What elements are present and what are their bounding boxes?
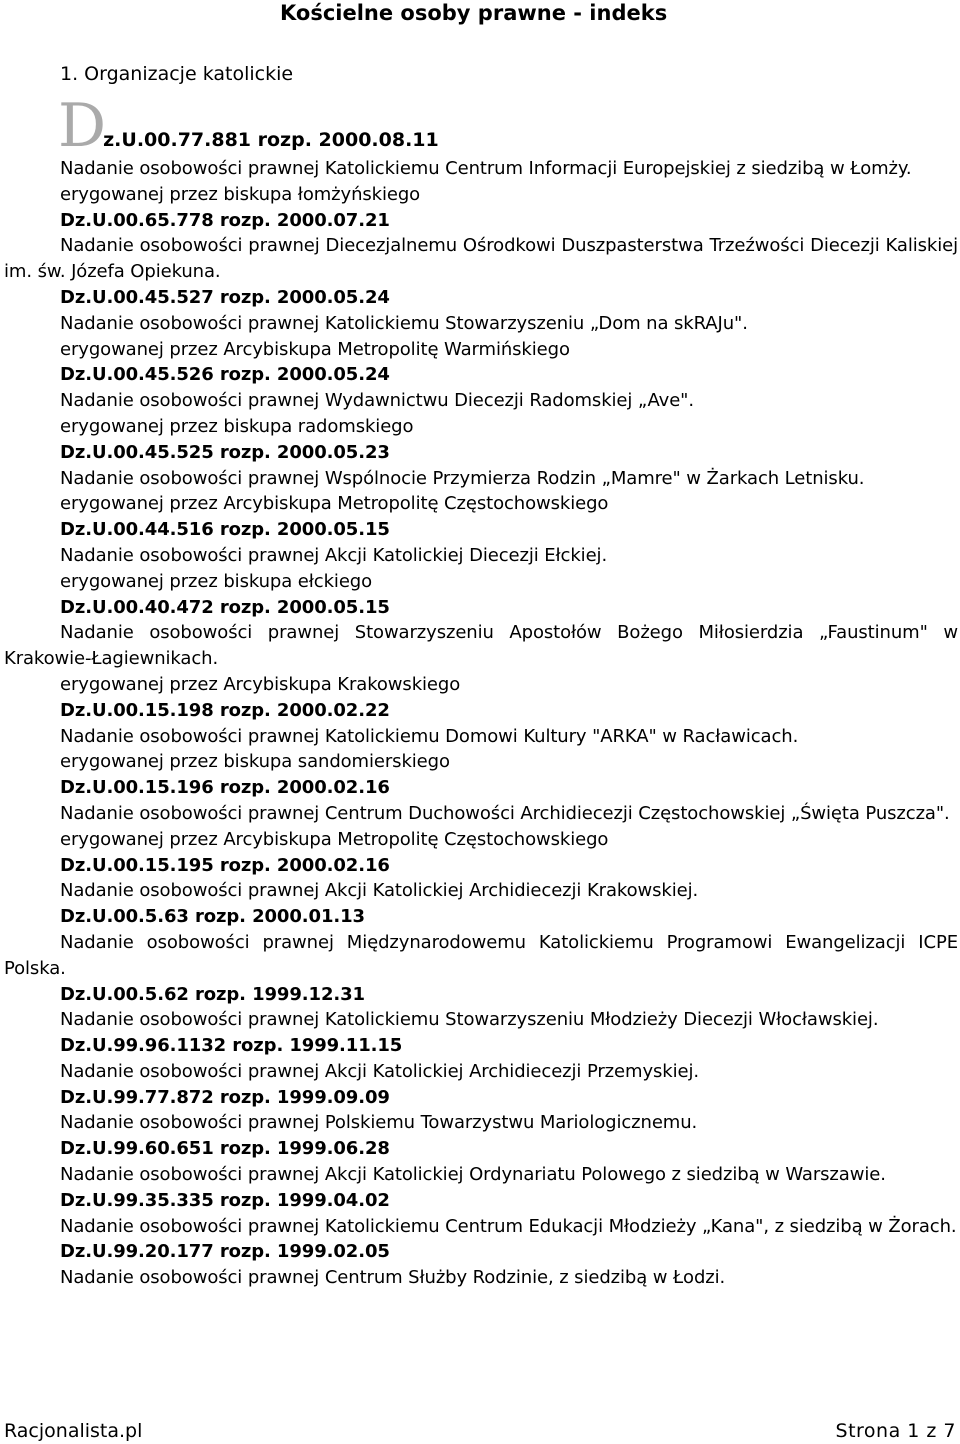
list-item — [4, 1239, 958, 1291]
footer-site: Racjonalista.pl — [4, 1420, 143, 1442]
entry-description: Nadanie osobowości prawnej Akcji Katolickiej Archidiecezji Przemyskiej. — [60, 1060, 699, 1082]
list-item — [4, 156, 958, 208]
entry-reference: Dz.U.99.35.335 rozp. 1999.04.02 — [60, 1189, 390, 1211]
entry-reference: Dz.U.00.5.62 rozp. 1999.12.31 — [60, 983, 365, 1005]
entry-description: Nadanie osobowości prawnej Centrum Służby Rodzinie, z siedzibą w Łodzi. — [60, 1267, 726, 1289]
entry-reference: Dz.U.00.15.196 rozp. 2000.02.16 — [60, 777, 390, 799]
entry-reference: Dz.U.00.65.778 rozp. 2000.07.21 — [60, 209, 390, 231]
drop-cap: D — [58, 91, 104, 161]
list-item — [4, 853, 958, 905]
list-item — [4, 595, 958, 698]
entry-reference: Dz.U.99.20.177 rozp. 1999.02.05 — [60, 1241, 390, 1263]
entries-list — [4, 156, 958, 1291]
entry-description: Nadanie osobowości prawnej Międzynarodowemu Katolickiemu Programowi Ewangelizacji ICPE Polska. — [4, 931, 958, 979]
entry-description: Nadanie osobowości prawnej Wydawnictwu Diecezji Radomskiej „Ave". — [60, 390, 694, 412]
entry-reference: Dz.U.00.40.472 rozp. 2000.05.15 — [60, 596, 390, 618]
entry-issuer: erygowanej przez biskupa sandomierskiego — [60, 751, 450, 773]
entry-description: Nadanie osobowości prawnej Wspólnocie Przymierza Rodzin „Mamre" w Żarkach Letnisku. — [60, 467, 865, 489]
entry-reference: Dz.U.99.77.872 rozp. 1999.09.09 — [60, 1086, 390, 1108]
entry-issuer: erygowanej przez Arcybiskupa Metropolitę Warmińskiego — [60, 338, 570, 360]
entry-reference: Dz.U.00.5.63 rozp. 2000.01.13 — [60, 906, 365, 928]
entry-description: Nadanie osobowości prawnej Katolickiemu Stowarzyszeniu Młodzieży Diecezji Włocławskiej. — [60, 1009, 879, 1031]
list-item — [4, 904, 958, 981]
entry-reference: Dz.U.00.45.526 rozp. 2000.05.24 — [60, 364, 390, 386]
entry-reference: Dz.U.00.15.198 rozp. 2000.02.22 — [60, 699, 390, 721]
entry-issuer: erygowanej przez biskupa ełckiego — [60, 570, 373, 592]
list-item — [4, 440, 958, 517]
entry-description: Nadanie osobowości prawnej Akcji Katolickiej Archidiecezji Krakowskiej. — [60, 880, 699, 902]
entry-reference: Dz.U.00.45.525 rozp. 2000.05.23 — [60, 441, 390, 463]
first-entry-ref — [58, 91, 439, 161]
list-item — [4, 1136, 958, 1188]
entry-issuer: erygowanej przez Arcybiskupa Metropolitę Częstochowskiego — [60, 828, 609, 850]
entry-reference: Dz.U.00.44.516 rozp. 2000.05.15 — [60, 519, 390, 541]
entry-issuer: erygowanej przez Arcybiskupa Krakowskiego — [60, 673, 461, 695]
list-item — [4, 517, 958, 594]
entry-description: Nadanie osobowości prawnej Akcji Katolickiej Diecezji Ełckiej. — [60, 544, 608, 566]
list-item — [4, 362, 958, 439]
entry-description: Nadanie osobowości prawnej Katolickiemu Domowi Kultury "ARKA" w Racławicach. — [60, 725, 799, 747]
list-item — [4, 775, 958, 852]
entry-description: Nadanie osobowości prawnej Polskiemu Towarzystwu Mariologicznemu. — [60, 1112, 698, 1134]
entry-description: Nadanie osobowości prawnej Diecezjalnemu Ośrodkowi Duszpasterstwa Trzeźwości Diecezji Kaliskiej im. św. Józefa Opiekuna. — [4, 235, 958, 283]
list-item — [4, 1033, 958, 1085]
list-item — [4, 1188, 958, 1240]
list-item — [4, 1085, 958, 1137]
entry-reference: Dz.U.00.45.527 rozp. 2000.05.24 — [60, 286, 390, 308]
entry-issuer: erygowanej przez Arcybiskupa Metropolitę Częstochowskiego — [60, 493, 609, 515]
entry-description: Nadanie osobowości prawnej Centrum Duchowości Archidiecezji Częstochowskiej „Święta Puszcza". — [60, 802, 950, 824]
list-item — [4, 208, 958, 285]
list-item — [4, 698, 958, 775]
list-item — [4, 982, 958, 1034]
footer-page-number: Strona 1 z 7 — [835, 1420, 956, 1442]
document-title: Kościelne osoby prawne - indeks — [280, 1, 668, 25]
entry-reference: Dz.U.99.60.651 rozp. 1999.06.28 — [60, 1138, 390, 1160]
list-item — [4, 285, 958, 362]
entry-issuer: erygowanej przez biskupa radomskiego — [60, 415, 414, 437]
entry-description: Nadanie osobowości prawnej Katolickiemu Stowarzyszeniu „Dom na skRAJu". — [60, 312, 748, 334]
entry-issuer: erygowanej przez biskupa łomżyńskiego — [60, 183, 421, 205]
entry-description: Nadanie osobowości prawnej Stowarzyszeniu Apostołów Bożego Miłosierdzia „Faustinum" w Krakowie-Łagiewnikach. — [4, 622, 958, 670]
section-heading: 1. Organizacje katolickie — [60, 63, 294, 85]
entry-description: Nadanie osobowości prawnej Akcji Katolickiej Ordynariatu Polowego z siedzibą w Warszawie. — [60, 1164, 886, 1186]
first-ref-text: z.U.00.77.881 rozp. 2000.08.11 — [103, 129, 439, 151]
entry-reference: Dz.U.99.96.1132 rozp. 1999.11.15 — [60, 1035, 403, 1057]
entry-description: Nadanie osobowości prawnej Katolickiemu Centrum Edukacji Młodzieży „Kana", z siedzibą w Żorach. — [60, 1215, 957, 1237]
entry-reference: Dz.U.00.15.195 rozp. 2000.02.16 — [60, 854, 390, 876]
entry-description: Nadanie osobowości prawnej Katolickiemu Centrum Informacji Europejskiej z siedzibą w Łomży. — [60, 158, 912, 179]
